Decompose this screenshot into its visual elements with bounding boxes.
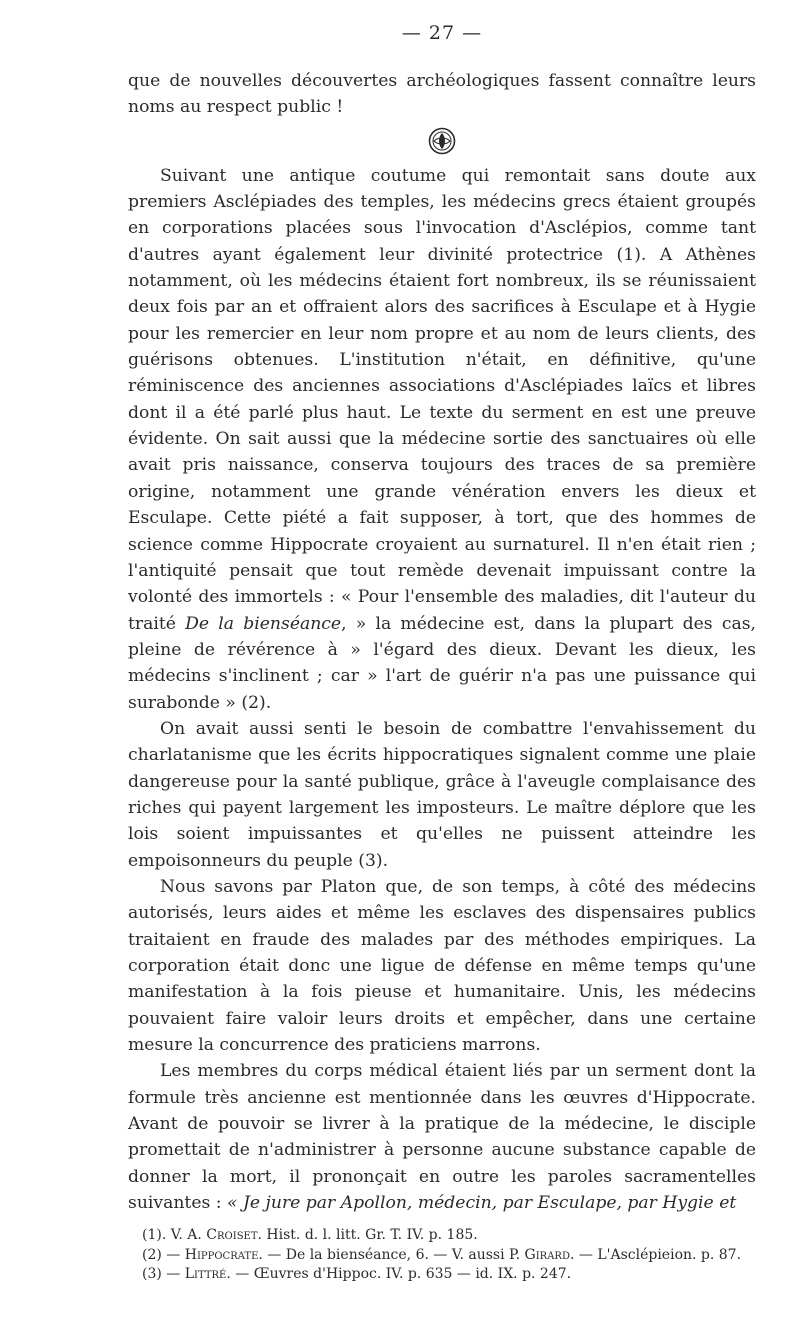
paragraph-asclepiades bbox=[128, 163, 756, 716]
footnote-mark: (1). bbox=[142, 1227, 171, 1244]
paragraph-oath bbox=[128, 1058, 756, 1216]
footnote-author: Hippocrate. bbox=[184, 1246, 263, 1263]
footnote-text: — L'Asclépieion. p. 87. bbox=[574, 1246, 742, 1263]
footnote-text: — De la bienséance, 6. — V. aussi P. bbox=[262, 1246, 525, 1263]
paragraph-continuation: que de nouvelles découvertes archéologiques fassent connaître leurs noms au respect public ! bbox=[128, 71, 756, 118]
paragraph-asclepiades-text: Suivant une antique coutume qui remontait sans doute aux premiers Asclépiades des temples, les médecins grecs étaient groupés en corporations placées sous l'invocation d'Asclépios, comme tant d'autres ayant également leur divinité protectrice (1). A Athènes notamment, où les médecins étaient fort nombreux, ils se réunissaient deux fois par an et offraient alors des sacrifices à Esculape et à Hygie pour les remercier en leur nom propre et au nom de leurs clients, des guérisons obtenues. L'institution n'était, en définitive, qu'une réminiscence des anciennes associations d'Asclépiades laïcs et libres dont il a été parlé plus haut. Le texte du serment en est une preuve évidente. On sait aussi que la médecine sortie des sanctuaires où elle avait pris naissance, conserva toujours des traces de sa première origine, notamment une grande vénération envers les dieux et Esculape. Cette piété a fait supposer, à tort, que des hommes de science comme Hippocrate croyaient au surnaturel. Il n'en était rien ; l'antiquité pensait que tout remède devenait impuissant contre la volonté des immortels : bbox=[128, 165, 756, 608]
fleuron-ornament-icon bbox=[428, 127, 456, 155]
footnote-2 bbox=[128, 1246, 756, 1266]
footnote-author: V. A. Croiset. bbox=[170, 1227, 262, 1244]
footnote-text: — Œuvres d'Hippoc. IV. p. 635 — id. IX. p. 247. bbox=[230, 1266, 572, 1283]
footnote-text: Hist. d. l. litt. Gr. T. IV. p. 185. bbox=[261, 1227, 478, 1244]
oath-quote: « Je jure par Apollon, médecin, par Esculape, par Hygie et bbox=[227, 1193, 737, 1214]
paragraph-platon: Nous savons par Platon que, de son temps, à côté des médecins autorisés, leurs aides et même les esclaves des dispensaires publics traitaient en fraude des malades par des méthodes empiriques. La corporation était donc une ligue de défense en même temps qu'une manifestation à la fois pieuse et humanitaire. Unis, les médecins pouvaient faire valoir leurs droits et empêcher, dans une certaine mesure la concurrence des praticiens marrons. bbox=[128, 876, 756, 1056]
footnote-3 bbox=[128, 1265, 756, 1285]
paragraph-charlatanism: On avait aussi senti le besoin de combattre l'envahissement du charlatanisme que les écrits hippocratiques signalent comme une plaie dangereuse pour la santé publique, grâce à l'aveugle complaisance des riches qui payent largement les imposteurs. Le maître déplore que les lois soient impuissantes et qu'elles ne puissent atteindre les empoisonneurs du peuple (3). bbox=[128, 718, 756, 871]
quote-part-2: , » la médecine est, dans la plupart des cas, pleine de révérence à » l'égard des dieux. Devant les dieux, les médecins s'inclinent ; car » l'art de guérir n'a pas une puissance qui surabonde » (2). bbox=[128, 613, 756, 713]
paragraph-oath-text: Les membres du corps médical étaient liés par un serment dont la formule très ancienne est mentionnée dans les œuvres d'Hippocrate. Avant de pouvoir se livrer à la pratique de la médecine, le disciple promettait de n'administrer à personne aucune substance capable de donner la mort, il prononçait en outre les paroles sacramentelles suivantes : bbox=[128, 1061, 756, 1214]
footnote-mark: (2) — bbox=[142, 1246, 185, 1263]
document-page bbox=[128, 22, 756, 1285]
footnote-author: Littré. bbox=[184, 1266, 231, 1283]
page-number: — 27 — bbox=[401, 22, 483, 44]
body-text bbox=[128, 68, 756, 1216]
footnote-author: Girard. bbox=[524, 1246, 575, 1263]
footnotes bbox=[128, 1226, 756, 1285]
quote-part-1: « Pour l'ensemble des maladies, dit l'auteur du traité bbox=[128, 587, 756, 634]
footnote-mark: (3) — bbox=[142, 1266, 185, 1283]
footnote-1 bbox=[128, 1226, 756, 1246]
quote-treatise-title: De la bienséance bbox=[185, 613, 342, 634]
